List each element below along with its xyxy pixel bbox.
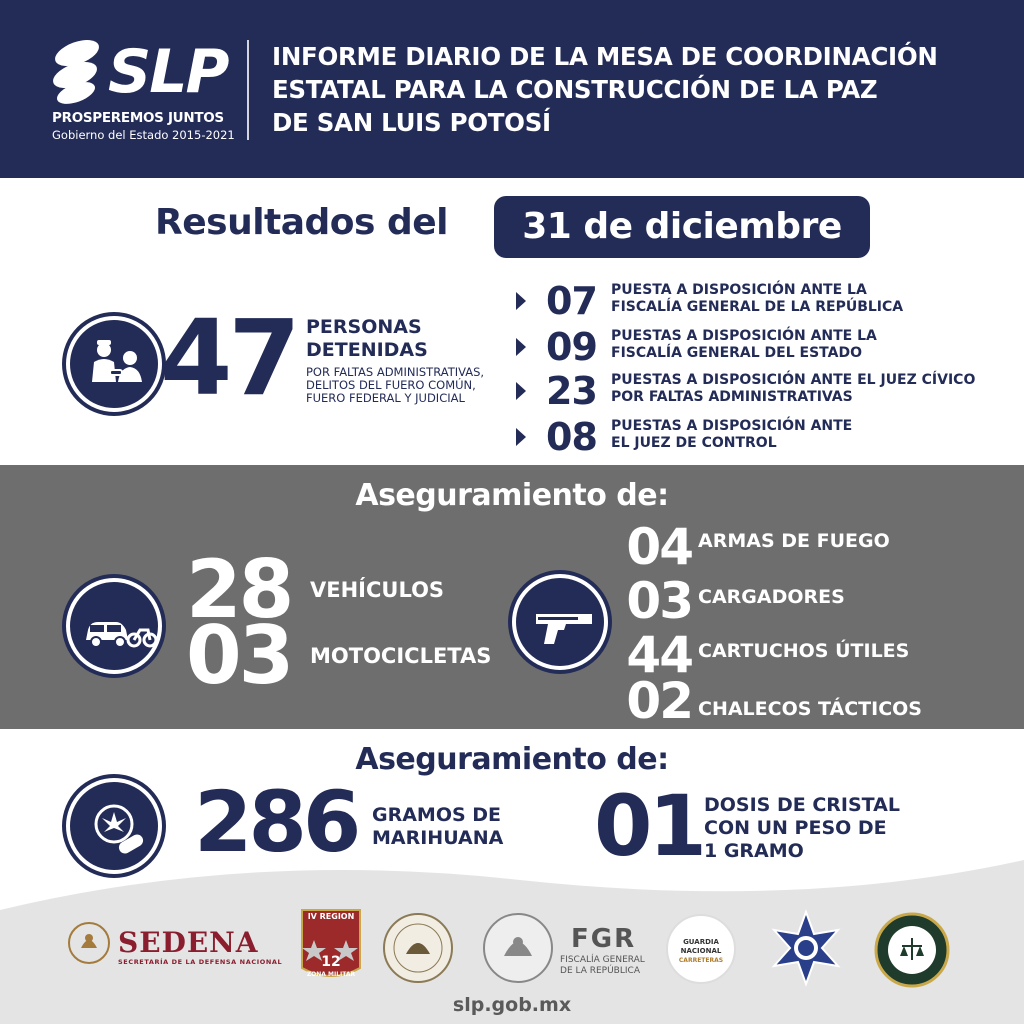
crystal-count: 01	[594, 777, 703, 875]
disposition-text	[611, 282, 903, 316]
slp-logo-text: SLP	[108, 37, 228, 107]
marijuana-label-line: GRAMOS DE	[372, 804, 502, 826]
crystal-label-line: DOSIS DE CRISTAL	[704, 794, 900, 816]
detained-label	[306, 316, 428, 362]
header-banner	[0, 0, 1024, 178]
marijuana-label-line: MARIHUANA	[372, 827, 504, 849]
website-url[interactable]: slp.gob.mx	[452, 994, 572, 1016]
disposition-count: 09	[546, 325, 597, 369]
car-motorcycle-icon	[66, 578, 162, 674]
vehicles-count: 28	[186, 543, 292, 636]
arrow-right-icon	[516, 338, 526, 356]
magazines-count: 03	[626, 572, 692, 630]
arrow-right-icon	[516, 428, 526, 446]
handgun-icon	[512, 574, 608, 670]
results-heading	[0, 196, 1024, 260]
motorcycles-count: 03	[186, 609, 292, 702]
iv-region-shield	[300, 908, 362, 984]
disposition-text-line: POR FALTAS ADMINISTRATIVAS	[611, 389, 853, 405]
guardia-carreteras-text	[668, 938, 734, 965]
mexico-national-seal-icon	[482, 912, 554, 984]
disposition-text-line: PUESTA A DISPOSICIÓN ANTE LA	[611, 282, 867, 298]
detained-count: 47	[160, 297, 297, 419]
disposition-text-line: PUESTAS A DISPOSICIÓN ANTE	[611, 418, 853, 434]
seizure-title: Aseguramiento de:	[355, 742, 669, 777]
fgr-logo-text: FGR	[571, 924, 637, 954]
header-title-line: DE SAN LUIS POTOSÍ	[272, 108, 551, 137]
detained-description	[306, 366, 484, 405]
disposition-text-line: FISCALÍA GENERAL DE LA REPÚBLICA	[611, 299, 904, 315]
disposition-count: 23	[546, 369, 597, 413]
crystal-label-line: 1 GRAMO	[704, 840, 804, 862]
firearms-label: ARMAS DE FUEGO	[698, 530, 890, 552]
disposition-item	[516, 326, 1006, 372]
sedena-logo-text: SEDENA	[118, 926, 259, 959]
fgr-subtitle-line: FISCALÍA GENERAL	[560, 955, 645, 965]
disposition-item	[516, 370, 1006, 416]
detained-label-line: PERSONAS	[306, 316, 422, 338]
guardia-nacional-seal-icon	[382, 912, 454, 984]
mexico-coat-of-arms-icon	[66, 920, 112, 966]
magazines-label: CARGADORES	[698, 586, 845, 608]
disposition-text	[611, 372, 975, 406]
vests-count: 02	[626, 672, 692, 730]
disposition-item	[516, 280, 1006, 326]
disposition-text-line: EL JUEZ DE CONTROL	[611, 435, 777, 451]
vests-label: CHALECOS TÁCTICOS	[698, 698, 922, 720]
guardia-carreteras-line: GUARDIA	[683, 938, 719, 946]
firearms-count: 04	[626, 518, 692, 576]
crystal-label-line: CON UN PESO DE	[704, 817, 887, 839]
detained-description-line: POR FALTAS ADMINISTRATIVAS,	[306, 365, 485, 379]
slp-logo-mark-icon	[52, 42, 104, 102]
marijuana-count: 286	[194, 773, 358, 871]
header-divider	[247, 40, 249, 140]
vehicles-label: VEHÍCULOS	[310, 578, 445, 602]
fgr-subtitle-line: DE LA REPÚBLICA	[560, 966, 640, 976]
police-star-badge-icon	[766, 908, 846, 988]
date-pill: 31 de diciembre	[494, 196, 870, 258]
guardia-carreteras-logo	[666, 914, 736, 984]
guardia-carreteras-line: CARRETERAS	[678, 957, 724, 964]
header-title	[272, 40, 1012, 139]
header-title-line: INFORME DIARIO DE LA MESA DE COORDINACIÓN	[272, 42, 938, 71]
arrow-right-icon	[516, 382, 526, 400]
seizure-title: Aseguramiento de:	[355, 478, 669, 513]
disposition-text-line: PUESTAS A DISPOSICIÓN ANTE LA	[611, 328, 877, 344]
military-zone-label: ZONA MILITAR	[306, 971, 356, 978]
fgr-logo-subtitle	[560, 955, 645, 977]
results-label: Resultados del	[155, 202, 449, 243]
disposition-count: 08	[546, 415, 597, 459]
arrow-right-icon	[516, 292, 526, 310]
detained-persons-icon	[66, 316, 162, 412]
disposition-item	[516, 416, 1006, 462]
iv-region-label: IV REGION	[307, 912, 355, 921]
detained-description-line: DELITOS DEL FUERO COMÚN,	[306, 378, 476, 392]
disposition-text	[611, 328, 877, 362]
disposition-text-line: PUESTAS A DISPOSICIÓN ANTE EL JUEZ CÍVICO	[611, 372, 976, 388]
detained-description-line: FUERO FEDERAL Y JUDICIAL	[306, 391, 465, 405]
disposition-text	[611, 418, 852, 452]
state-prosecutor-seal-icon	[874, 912, 950, 988]
cartridges-label: CARTUCHOS ÚTILES	[698, 640, 910, 662]
motorcycles-label: MOTOCICLETAS	[310, 644, 492, 668]
header-title-line: ESTATAL PARA LA CONSTRUCCIÓN DE LA PAZ	[272, 75, 878, 104]
disposition-text-line: FISCALÍA GENERAL DEL ESTADO	[611, 345, 862, 361]
marijuana-label	[372, 804, 503, 850]
slp-logo	[52, 37, 235, 148]
slp-logo-government: Gobierno del Estado 2015-2021	[52, 128, 235, 142]
detained-label-line: DETENIDAS	[306, 339, 428, 361]
disposition-count: 07	[546, 279, 597, 323]
cartridges-count: 44	[626, 626, 692, 684]
guardia-carreteras-line: NACIONAL	[680, 947, 722, 955]
zone-number: 12	[321, 954, 341, 970]
slp-logo-tagline: PROSPEREMOS JUNTOS	[52, 110, 224, 126]
sedena-logo-subtitle: SECRETARÍA DE LA DEFENSA NACIONAL	[118, 958, 283, 966]
